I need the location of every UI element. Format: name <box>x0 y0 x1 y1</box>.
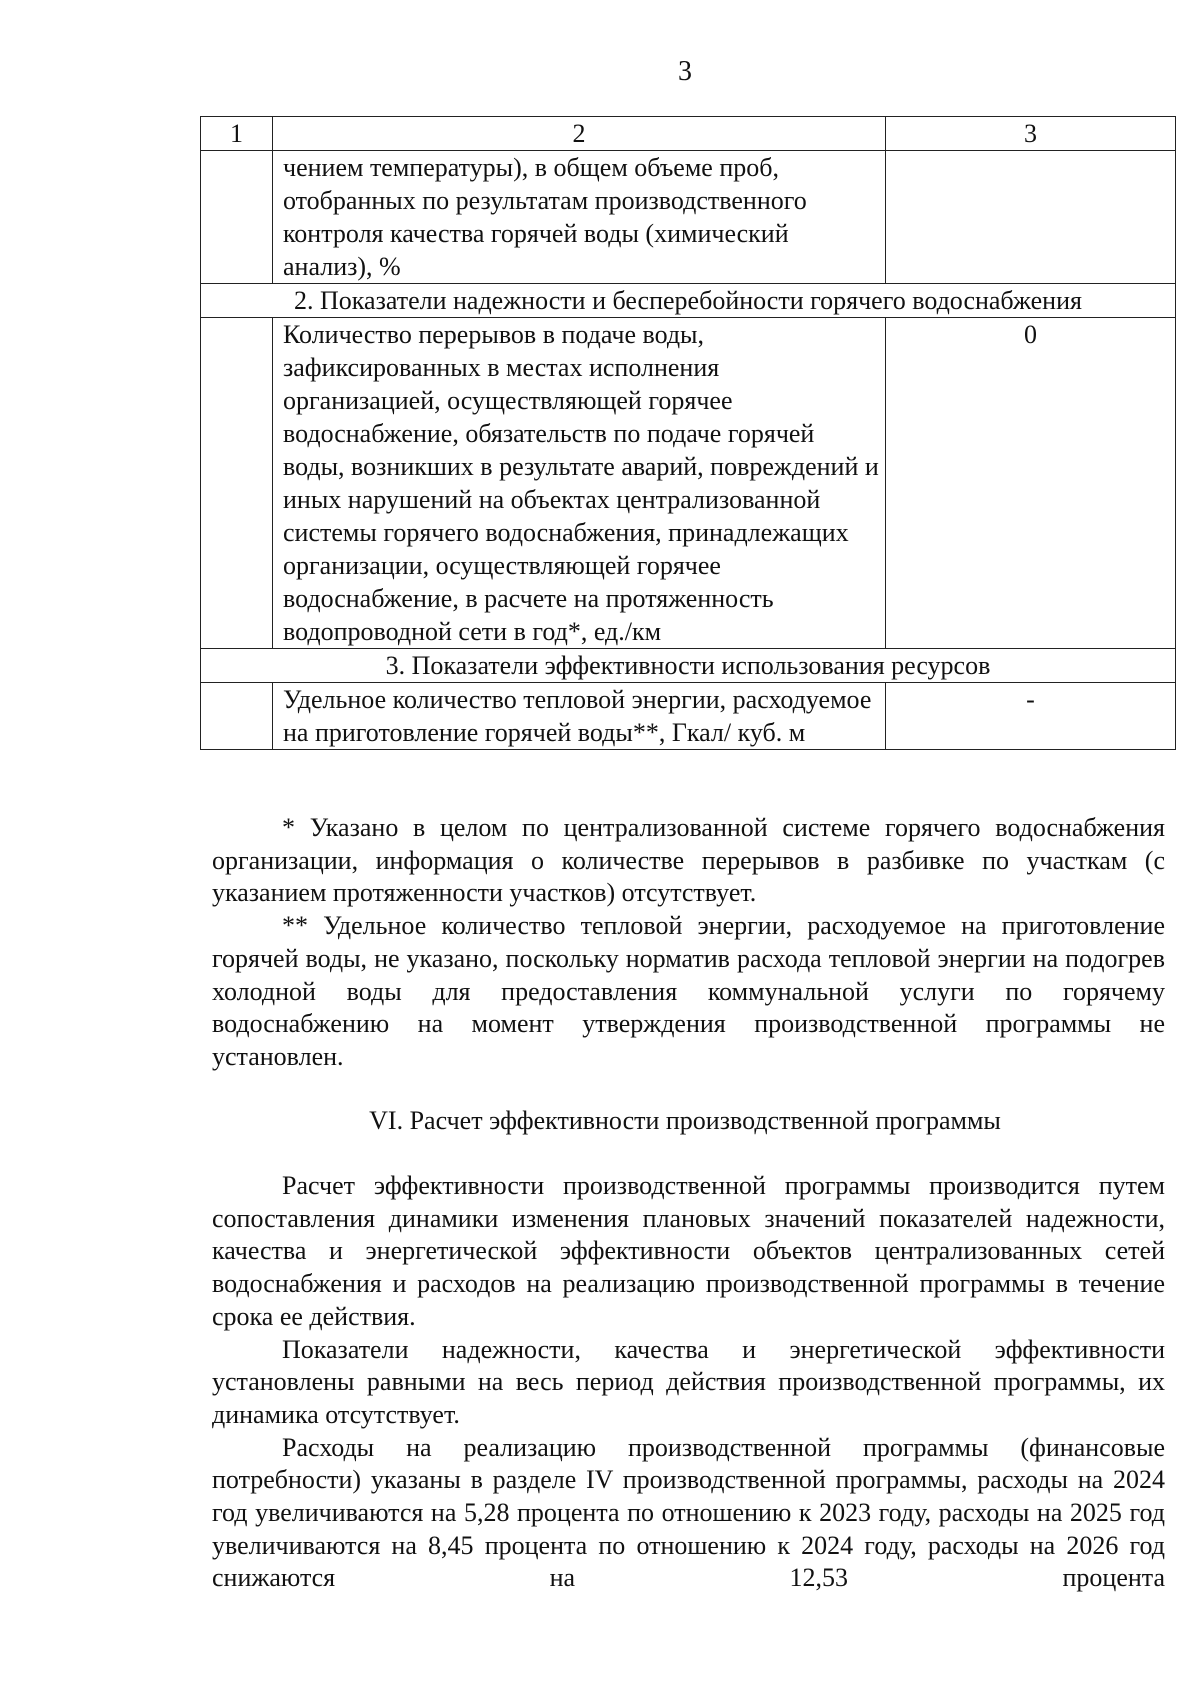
indicator-value <box>886 151 1176 284</box>
indicator-description: чением температуры), в общем объеме проб, отобранных по результатам производственного контроля качества горячей воды (химический анализ), % <box>273 151 886 284</box>
footnote-2: ** Удельное количество тепловой энергии, расходуемое на приготовление горячей воды, не указано, поскольку норматив расхода тепловой энергии на подогрев холодной воды для предоставления коммунальной услуги по горячему водоснабжению на момент утверждения производственной программы не установлен. <box>212 911 1165 1071</box>
footnotes <box>212 812 1165 1074</box>
row-number-cell <box>201 318 273 649</box>
section-row <box>201 649 1176 683</box>
indicator-description: Удельное количество тепловой энергии, расходуемое на приготовление горячей воды**, Гкал/ куб. м <box>273 683 886 750</box>
section-vi-title: VI. Расчет эффективности производственной программы <box>369 1106 1001 1135</box>
section-title-reliability: 2. Показатели надежности и бесперебойности горячего водоснабжения <box>201 284 1176 318</box>
paragraph: Показатели надежности, качества и энергетической эффективности установлены равными на весь период действия производственной программы, их динамика отсутствует. <box>212 1334 1165 1429</box>
row-number-cell <box>201 151 273 284</box>
indicators-table <box>200 116 1176 750</box>
indicator-value: 0 <box>886 318 1176 649</box>
table-row <box>201 151 1176 284</box>
paragraph: Расходы на реализацию производственной программы (финансовые потребности) указаны в разделе IV производственной программы, расходы на 2024 год увеличиваются на 5,28 процента по отношению к 2023 году, расходы на 2025 год увеличиваются на 8,45 процента по отношению к 2024 году, расходы на 2026 год снижаются на 12,53 процента <box>212 1432 1165 1593</box>
column-header-2: 2 <box>273 117 886 151</box>
section-title-efficiency: 3. Показатели эффективности использования ресурсов <box>201 649 1176 683</box>
section-row <box>201 284 1176 318</box>
section-vi-body <box>212 1170 1165 1595</box>
column-header-3: 3 <box>886 117 1176 151</box>
table-row <box>201 318 1176 649</box>
table-header-row <box>201 117 1176 151</box>
table-row <box>201 683 1176 750</box>
footnote-1: * Указано в целом по централизованной системе горячего водоснабжения организации, информация о количестве перерывов в разбивке по участкам (с указанием протяженности участков) отсутствует. <box>212 813 1165 908</box>
column-header-1: 1 <box>201 117 273 151</box>
page-number: 3 <box>678 56 692 87</box>
indicator-value: - <box>886 683 1176 750</box>
paragraph: Расчет эффективности производственной программы производится путем сопоставления динамики изменения плановых значений показателей надежности, качества и энергетической эффективности объектов централизованных сетей водоснабжения и расходов на реализацию производственной программы в течение срока ее действия. <box>212 1171 1165 1331</box>
row-number-cell <box>201 683 273 750</box>
indicator-description: Количество перерывов в подаче воды, зафиксированных в местах исполнения организацией, осуществляющей горячее водоснабжение, обязательств по подаче горячей воды, возникших в результате аварий, повреждений и иных нарушений на объектах централизованной системы горячего водоснабжения, принадлежащих организации, осуществляющей горячее водоснабжение, в расчете на протяженность водопроводной сети в год*, ед./км <box>273 318 886 649</box>
